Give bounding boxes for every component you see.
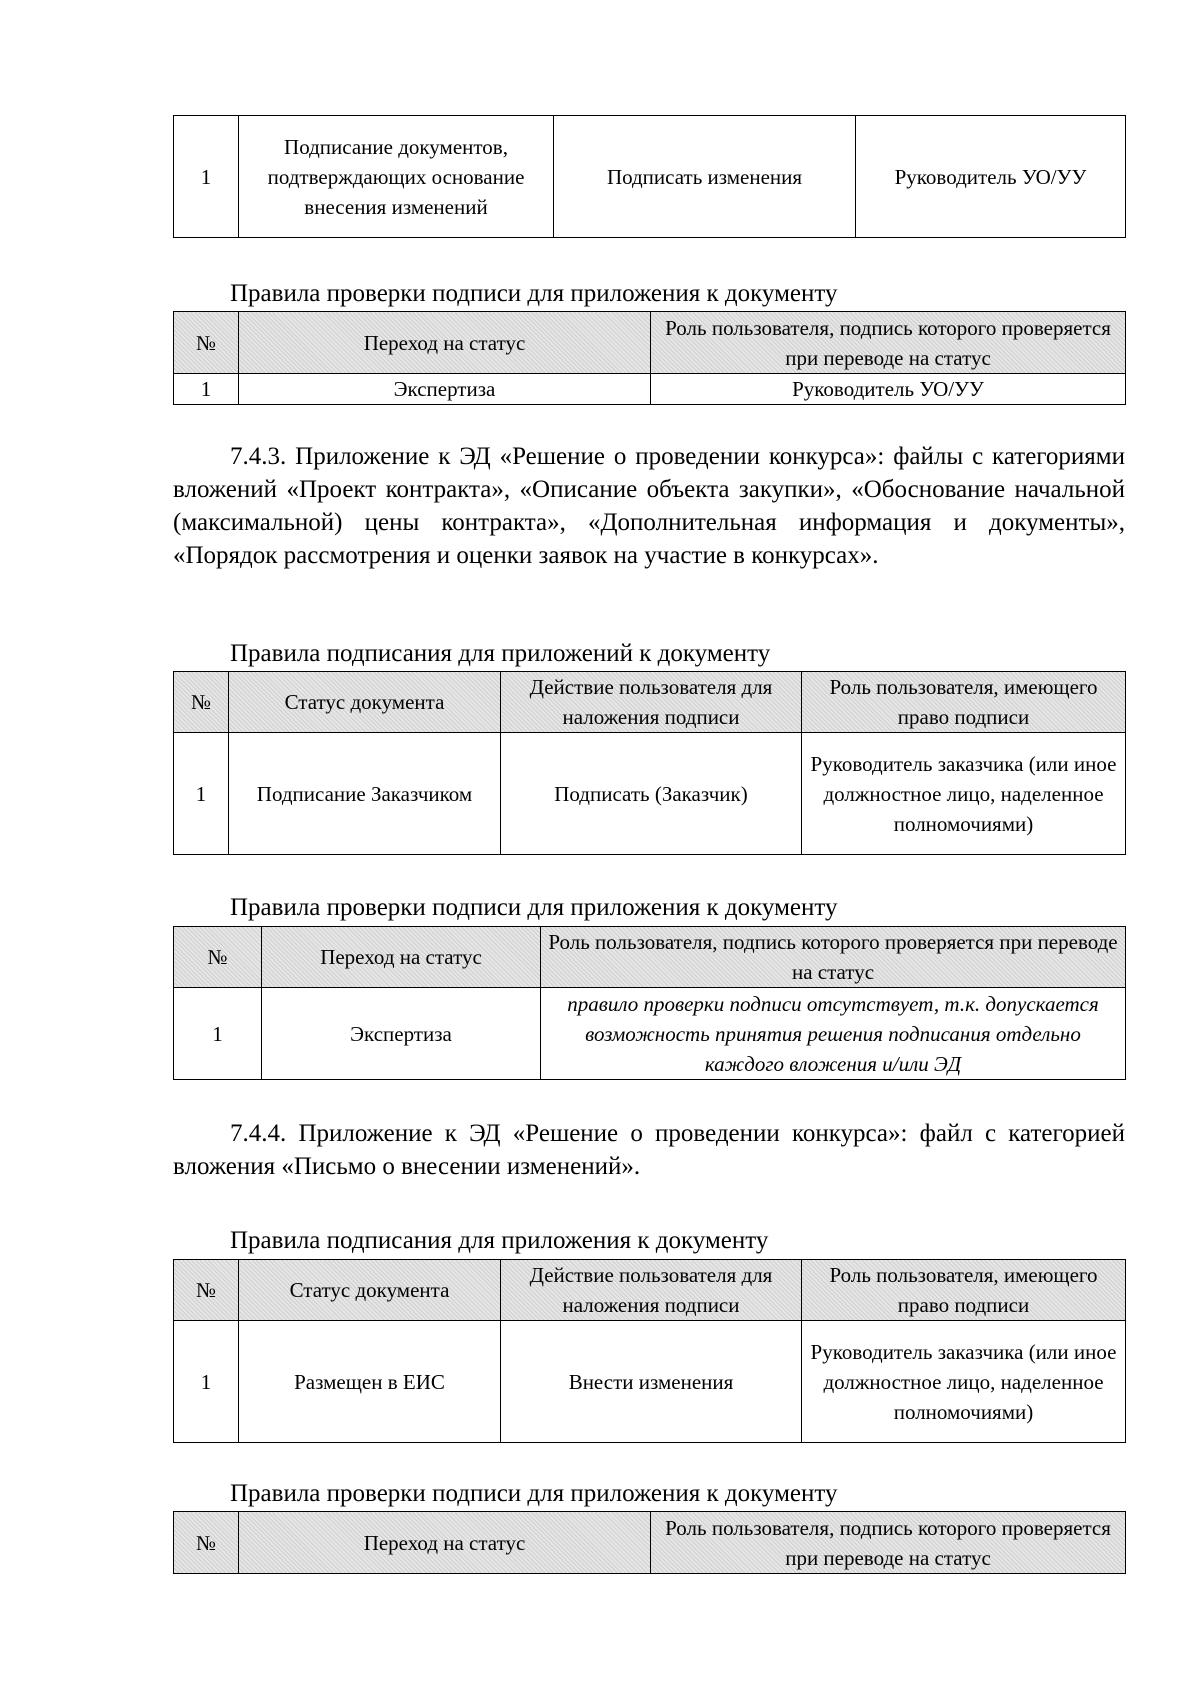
signing-rules-table	[173, 671, 1126, 855]
column-header: Роль пользователя, имеющего право подписи	[802, 1260, 1126, 1321]
row-number: 1	[174, 733, 229, 855]
section-paragraph: 7.4.4. Приложение к ЭД «Решение о проведении конкурса»: файл с категорией вложения «Письмо о внесении изменений».	[173, 1120, 1125, 1180]
column-header: Роль пользователя, подпись которого проверяется при переводе на статус	[651, 1512, 1126, 1574]
signature-check-table	[173, 311, 1126, 405]
column-header: Переход на статус	[239, 1512, 651, 1574]
document-status-cell: Размещен в ЕИС	[239, 1321, 501, 1443]
table-row	[174, 374, 1126, 405]
column-header: Роль пользователя, подпись которого проверяется при переводе на статус	[541, 927, 1126, 988]
user-role-cell: Руководитель УО/УУ	[651, 374, 1126, 405]
user-role-cell: Руководитель заказчика (или иное должностное лицо, наделенное полномочиями)	[802, 1321, 1126, 1443]
table-header-row	[174, 312, 1126, 374]
table-caption: Правила проверки подписи для приложения к документу	[230, 280, 838, 307]
column-header: Переход на статус	[262, 927, 541, 988]
row-number: 1	[174, 116, 239, 238]
column-header: Действие пользователя для наложения подписи	[501, 1260, 802, 1321]
user-role-cell: правило проверки подписи отсутствует, т.к. допускается возможность принятия решения подписания отдельно каждого вложения и/или ЭД	[541, 988, 1126, 1080]
user-action-cell: Подписать (Заказчик)	[501, 733, 802, 855]
user-role-cell: Руководитель УО/УУ	[856, 116, 1126, 238]
signature-check-table	[173, 926, 1126, 1080]
user-action-cell: Внести изменения	[501, 1321, 802, 1443]
row-number: 1	[174, 374, 239, 405]
column-header: Роль пользователя, имеющего право подписи	[802, 672, 1126, 733]
signing-rules-table	[173, 1259, 1126, 1443]
section-paragraph: 7.4.3. Приложение к ЭД «Решение о проведении конкурса»: файлы с категориями вложений «Проект контракта», «Описание объекта закупки», «Обоснование начальной (максимальной) цены контракта», «Дополнительная информация и документы», «Порядок рассмотрения и оценки заявок на участие в конкурсах».	[173, 443, 1125, 569]
table-row	[174, 1321, 1126, 1443]
row-number: 1	[174, 1321, 239, 1443]
table-caption: Правила проверки подписи для приложения к документу	[230, 1480, 838, 1507]
column-header: №	[174, 1512, 239, 1574]
column-header: Статус документа	[239, 1260, 501, 1321]
table-caption: Правила подписания для приложений к документу	[230, 640, 771, 667]
column-header: Переход на статус	[239, 312, 651, 374]
table-header-row	[174, 927, 1126, 988]
column-header: №	[174, 927, 262, 988]
transition-status-cell: Экспертиза	[239, 374, 651, 405]
document-status-cell: Подписание Заказчиком	[229, 733, 501, 855]
table-row	[174, 733, 1126, 855]
document-status-cell: Подписание документов, подтверждающих основание внесения изменений	[239, 116, 554, 238]
table-row	[174, 988, 1126, 1080]
user-role-cell: Руководитель заказчика (или иное должностное лицо, наделенное полномочиями)	[802, 733, 1126, 855]
column-header: №	[174, 1260, 239, 1321]
table-caption: Правила проверки подписи для приложения к документу	[230, 894, 838, 921]
column-header: №	[174, 672, 229, 733]
column-header: Действие пользователя для наложения подписи	[501, 672, 802, 733]
column-header: Статус документа	[229, 672, 501, 733]
user-action-cell: Подписать изменения	[554, 116, 856, 238]
transition-status-cell: Экспертиза	[262, 988, 541, 1080]
row-number: 1	[174, 988, 262, 1080]
column-header: №	[174, 312, 239, 374]
column-header: Роль пользователя, подпись которого проверяется при переводе на статус	[651, 312, 1126, 374]
table-row	[174, 116, 1126, 238]
table-header-row	[174, 1512, 1126, 1574]
signing-rules-table-continued	[173, 115, 1126, 238]
table-header-row	[174, 1260, 1126, 1321]
table-header-row	[174, 672, 1126, 733]
signature-check-table	[173, 1511, 1126, 1574]
table-caption: Правила подписания для приложения к документу	[230, 1227, 769, 1254]
